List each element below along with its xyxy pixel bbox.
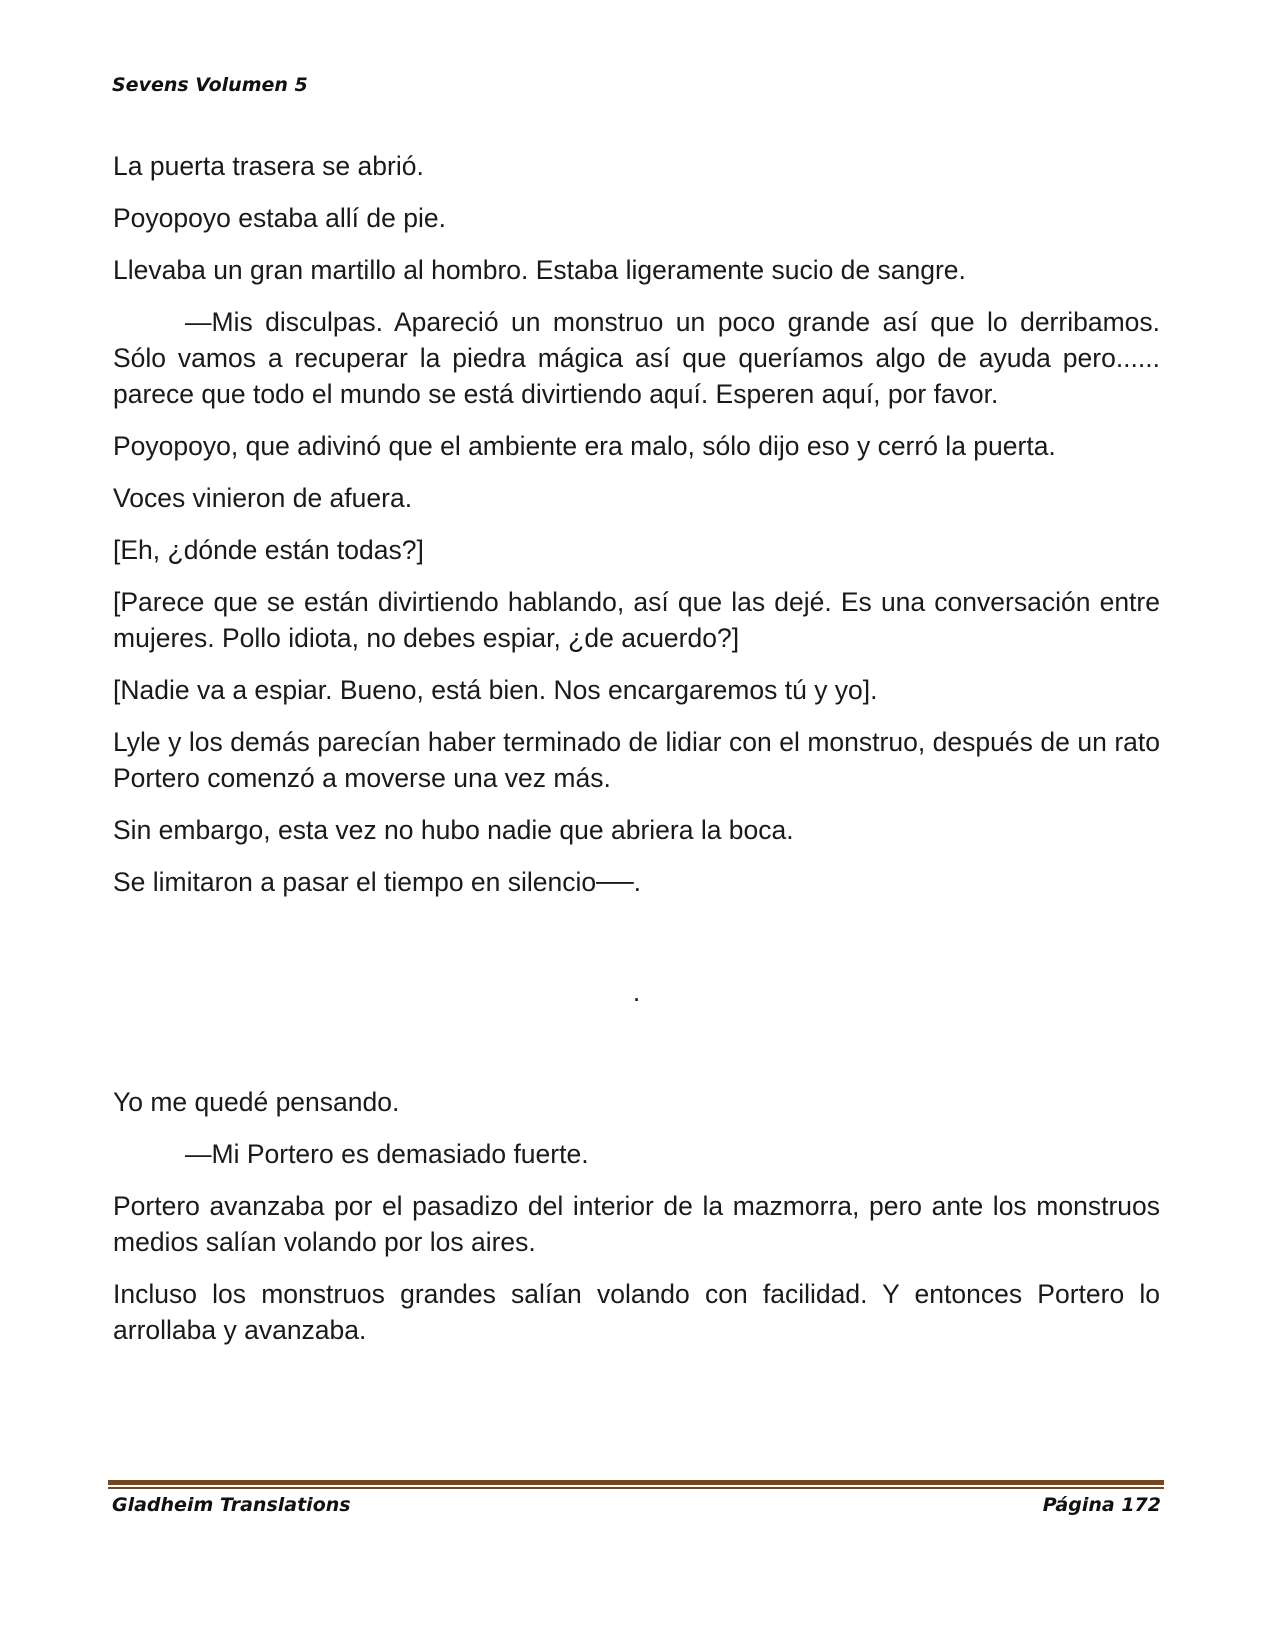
scene-break: . xyxy=(632,977,641,1007)
paragraph: La puerta trasera se abrió. xyxy=(113,151,424,181)
footer-page-number: Página 172 xyxy=(1042,1494,1161,1516)
paragraph-dialogue: —Mis disculpas. Apareció un monstruo un poco grande así que lo derribamos. Sólo vamos a recuperar la piedra mágica así que queríamos algo de ayuda pero...... parece que todo el mundo se está divirtiendo aquí. Esperen aquí, por favor. xyxy=(113,307,1160,409)
paragraph: Incluso los monstruos grandes salían volando con facilidad. Y entonces Portero lo arrollaba y avanzaba. xyxy=(113,1279,1160,1345)
page-header-title: Sevens Volumen 5 xyxy=(112,74,308,96)
footer-divider xyxy=(108,1480,1164,1489)
paragraph: Lyle y los demás parecían haber terminado de lidiar con el monstruo, después de un rato Portero comenzó a moverse una vez más. xyxy=(113,727,1160,793)
paragraph-dialogue: [Eh, ¿dónde están todas?] xyxy=(113,535,424,565)
page-body xyxy=(113,148,1160,1364)
paragraph: Voces vinieron de afuera. xyxy=(113,483,413,513)
footer-divider-thick xyxy=(108,1480,1164,1485)
footer-divider-thin xyxy=(108,1487,1164,1489)
paragraph-dialogue: [Nadie va a espiar. Bueno, está bien. Nos encargaremos tú y yo]. xyxy=(113,675,878,705)
paragraph: Poyopoyo, que adivinó que el ambiente era malo, sólo dijo eso y cerró la puerta. xyxy=(113,431,1056,461)
paragraph: Se limitaron a pasar el tiempo en silencio──. xyxy=(113,867,642,897)
paragraph: Poyopoyo estaba allí de pie. xyxy=(113,203,446,233)
paragraph: Portero avanzaba por el pasadizo del interior de la mazmorra, pero ante los monstruos medios salían volando por los aires. xyxy=(113,1191,1160,1257)
paragraph: Yo me quedé pensando. xyxy=(113,1087,400,1117)
footer-publisher: Gladheim Translations xyxy=(112,1494,351,1516)
paragraph: Sin embargo, esta vez no hubo nadie que abriera la boca. xyxy=(113,815,794,845)
paragraph-dialogue: —Mi Portero es demasiado fuerte. xyxy=(185,1139,589,1169)
paragraph-dialogue: [Parece que se están divirtiendo hablando, así que las dejé. Es una conversación entre mujeres. Pollo idiota, no debes espiar, ¿de acuerdo?] xyxy=(113,587,1160,653)
paragraph: Llevaba un gran martillo al hombro. Estaba ligeramente sucio de sangre. xyxy=(113,255,966,285)
